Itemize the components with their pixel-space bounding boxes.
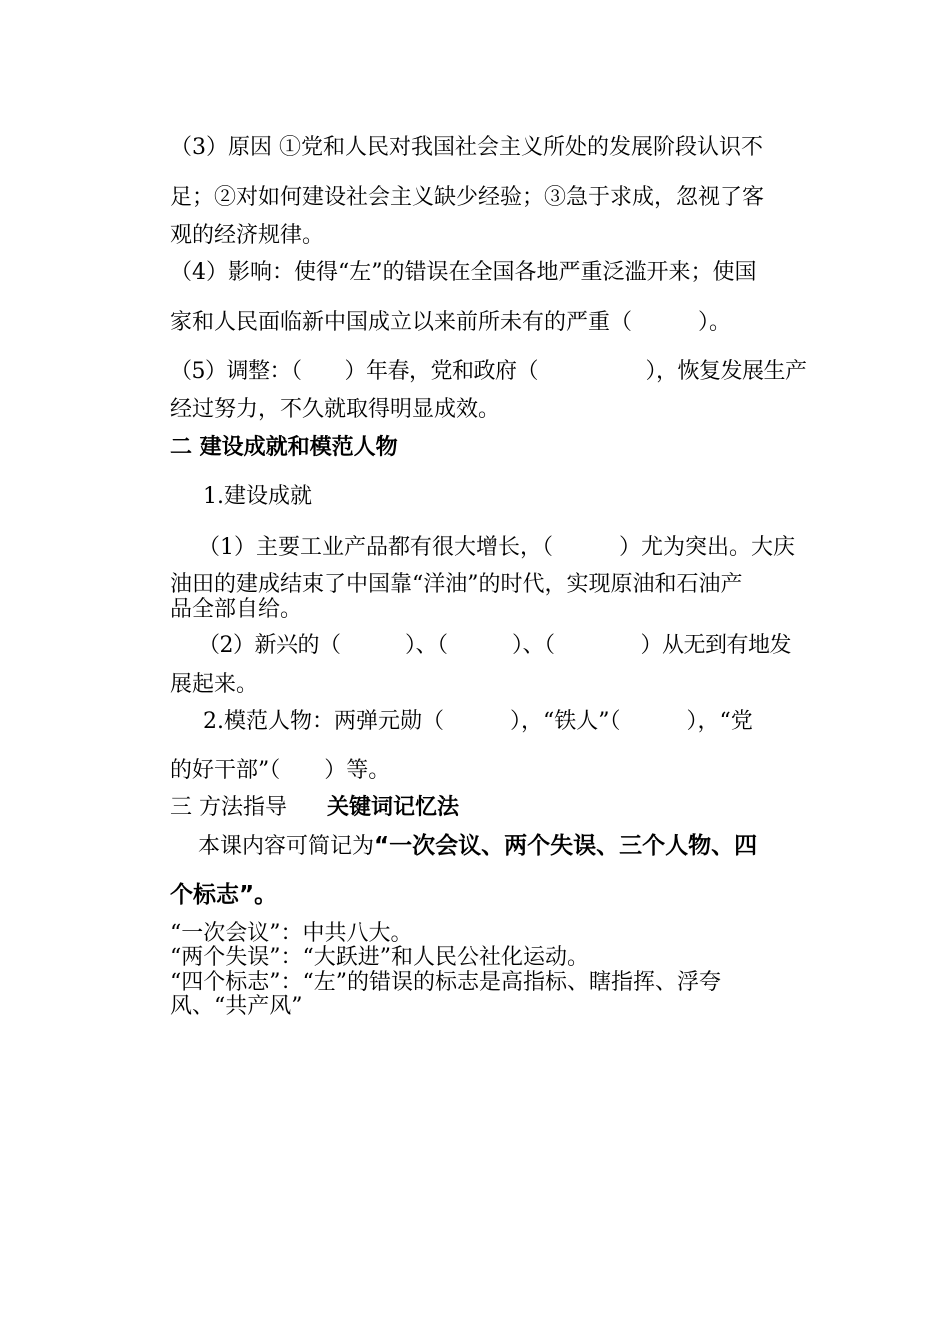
mnemonic-note-1: “一次会议”：中共八大。 <box>170 921 413 946</box>
impact-line-2: 家和人民面临新中国成立以来前所未有的严重（ ）。 <box>170 310 732 335</box>
adjust-line-2: 经过努力，不久就取得明显成效。 <box>170 397 501 422</box>
achievement-2-line-1: （2）新兴的（ ）、（ ）、（ ）从无到有地发 <box>198 633 791 658</box>
mnemonic-intro-prefix: 本课内容可简记为 <box>198 834 375 859</box>
model-figures-line-1: 2.模范人物：两弹元勋（ ），“铁人”（ ），“党 <box>203 709 753 734</box>
cause-line-2: 足；②对如何建设社会主义缺少经验；③急于求成，忽视了客 <box>170 185 765 210</box>
section-3-heading <box>170 794 810 822</box>
mnemonic-note-3-line-2: 风、“共产风” <box>170 994 303 1019</box>
achievement-1-line-1: （1）主要工业产品都有很大增长，（ ）尤为突出。大庆 <box>198 535 795 560</box>
mnemonic-note-2: “两个失误”：“大跃进”和人民公社化运动。 <box>170 945 589 970</box>
cause-line-3: 观的经济规律。 <box>170 223 325 248</box>
achievement-1-line-3: 品全部自给。 <box>170 597 303 622</box>
section-2-heading: 二 建设成就和模范人物 <box>170 435 398 460</box>
achievements-subheading: 1.建设成就 <box>203 484 312 509</box>
impact-line-1: （4）影响：使得“左”的错误在全国各地严重泛滥开来；使国 <box>170 260 757 285</box>
mnemonic-phrase-part-1: “一次会议、两个失误、三个人物、四 <box>374 833 758 859</box>
cause-line-1: （3）原因 ①党和人民对我国社会主义所处的发展阶段认识不 <box>170 135 763 160</box>
mnemonic-intro-line-1 <box>198 832 838 861</box>
mnemonic-phrase-part-2: 个标志”。 <box>170 882 278 908</box>
section-3-heading-method: 关键词记忆法 <box>327 795 460 820</box>
achievement-2-line-2: 展起来。 <box>170 672 259 697</box>
mnemonic-note-3-line-1: “四个标志”：“左”的错误的标志是高指标、瞎指挥、浮夸 <box>170 970 721 995</box>
section-3-heading-prefix: 三 方法指导 <box>170 795 287 820</box>
adjust-line-1: （5）调整：（ ）年春，党和政府（ ），恢复发展生产 <box>170 359 807 384</box>
achievement-1-line-2: 油田的建成结束了中国靠“洋油”的时代，实现原油和石油产 <box>170 572 743 597</box>
model-figures-line-2: 的好干部”（ ）等。 <box>170 758 391 783</box>
